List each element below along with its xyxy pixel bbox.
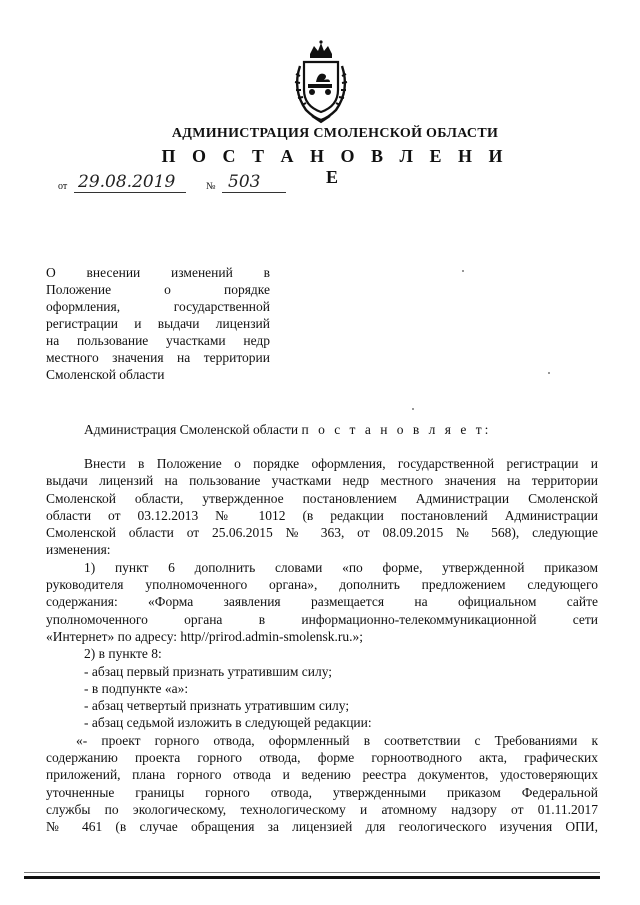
- body-line: Смоленской области от 25.06.2015 № 363, от 08.09.2015 № 568), следующие: [46, 525, 598, 541]
- smolensk-coat-of-arms-icon: [288, 40, 354, 124]
- body-line: содержанию проекта горного отвода, форме горноотводного акта, графических: [46, 750, 598, 766]
- body-line: уполномоченного органа в информационно-телекоммуникационной сети: [46, 611, 598, 627]
- body-line: - абзац первый признать утратившим силу;: [84, 663, 333, 679]
- document-type-title: П О С Т А Н О В Л Е Н И Е: [161, 146, 509, 187]
- subject-line: на пользование участками недр: [46, 333, 270, 348]
- scan-edge-bar: [24, 876, 600, 879]
- preamble-line: [46, 421, 598, 438]
- preamble-text: Администрация Смоленской области: [84, 422, 302, 437]
- subject-line: Положение о порядке: [46, 282, 270, 297]
- body-line: приложений, плана горного отвода и ведению реестра документов, удостоверяющих: [46, 767, 598, 783]
- body-line: 1) пункт 6 дополнить словами «по форме, утвержденной приказом: [84, 559, 598, 575]
- body-line: содержания: «Форма заявления размещается на официальном сайте: [46, 594, 598, 610]
- subject-line: местного значения на территории: [46, 350, 270, 365]
- subject-line: регистрации и выдачи лицензий: [46, 316, 270, 331]
- number-label: №: [206, 181, 216, 192]
- body-line: - в подпункте «а»:: [84, 680, 189, 696]
- scan-speck: [412, 408, 414, 410]
- handwritten-number: 503: [228, 172, 261, 192]
- body-line: руководителя уполномоченного органа», дополнить предложением следующего: [46, 577, 598, 593]
- date-label: от: [58, 181, 68, 192]
- body-line: № 461 (в случае обращения за лицензией для геологического изучения ОПИ,: [46, 819, 598, 835]
- handwritten-date: 29.08.2019: [78, 172, 176, 192]
- body-line: службы по экологическому, технологическому и атомному надзору от 01.11.2017: [46, 801, 598, 817]
- organization-name: АДМИНИСТРАЦИЯ СМОЛЕНСКОЙ ОБЛАСТИ: [171, 126, 499, 141]
- subject-line: оформления, государственной: [46, 299, 270, 314]
- body-line: Внести в Положение о порядке оформления, государственной регистрации и: [84, 456, 598, 471]
- scan-speck: [462, 270, 464, 272]
- body-line: «- проект горного отвода, оформленный в соответствии с Требованиями к: [76, 732, 598, 748]
- resolves-verb: п о с т а н о в л я е т:: [301, 422, 492, 437]
- body-line: уточненные границы горного отвода, утвержденными приказом Федеральной: [46, 784, 598, 800]
- body-line: области от 03.12.2013 № 1012 (в редакции постановлений Администрации: [46, 507, 598, 523]
- scan-speck: [548, 372, 550, 374]
- body-line: - абзац седьмой изложить в следующей редакции:: [84, 715, 372, 731]
- body-line: - абзац четвертый признать утратившим силу;: [84, 698, 350, 714]
- body-line: Смоленской области, утвержденное постановлением Администрации Смоленской: [46, 490, 598, 506]
- body-line: «Интернет» по адресу: http//prirod.admin-smolensk.ru.»;: [46, 628, 364, 644]
- date-number-line: [58, 172, 318, 196]
- body-line: 2) в пункте 8:: [84, 646, 162, 662]
- preamble: [46, 421, 598, 438]
- body-line: изменения:: [46, 542, 111, 558]
- document-body: [46, 455, 598, 836]
- subject-line: Смоленской области: [46, 367, 165, 382]
- body-line: выдачи лицензий на пользование участками недр местного значения на территории: [46, 473, 598, 489]
- subject-line: О внесении изменений в: [46, 265, 270, 280]
- scan-edge-line: [24, 872, 600, 873]
- document-subject: [46, 264, 270, 383]
